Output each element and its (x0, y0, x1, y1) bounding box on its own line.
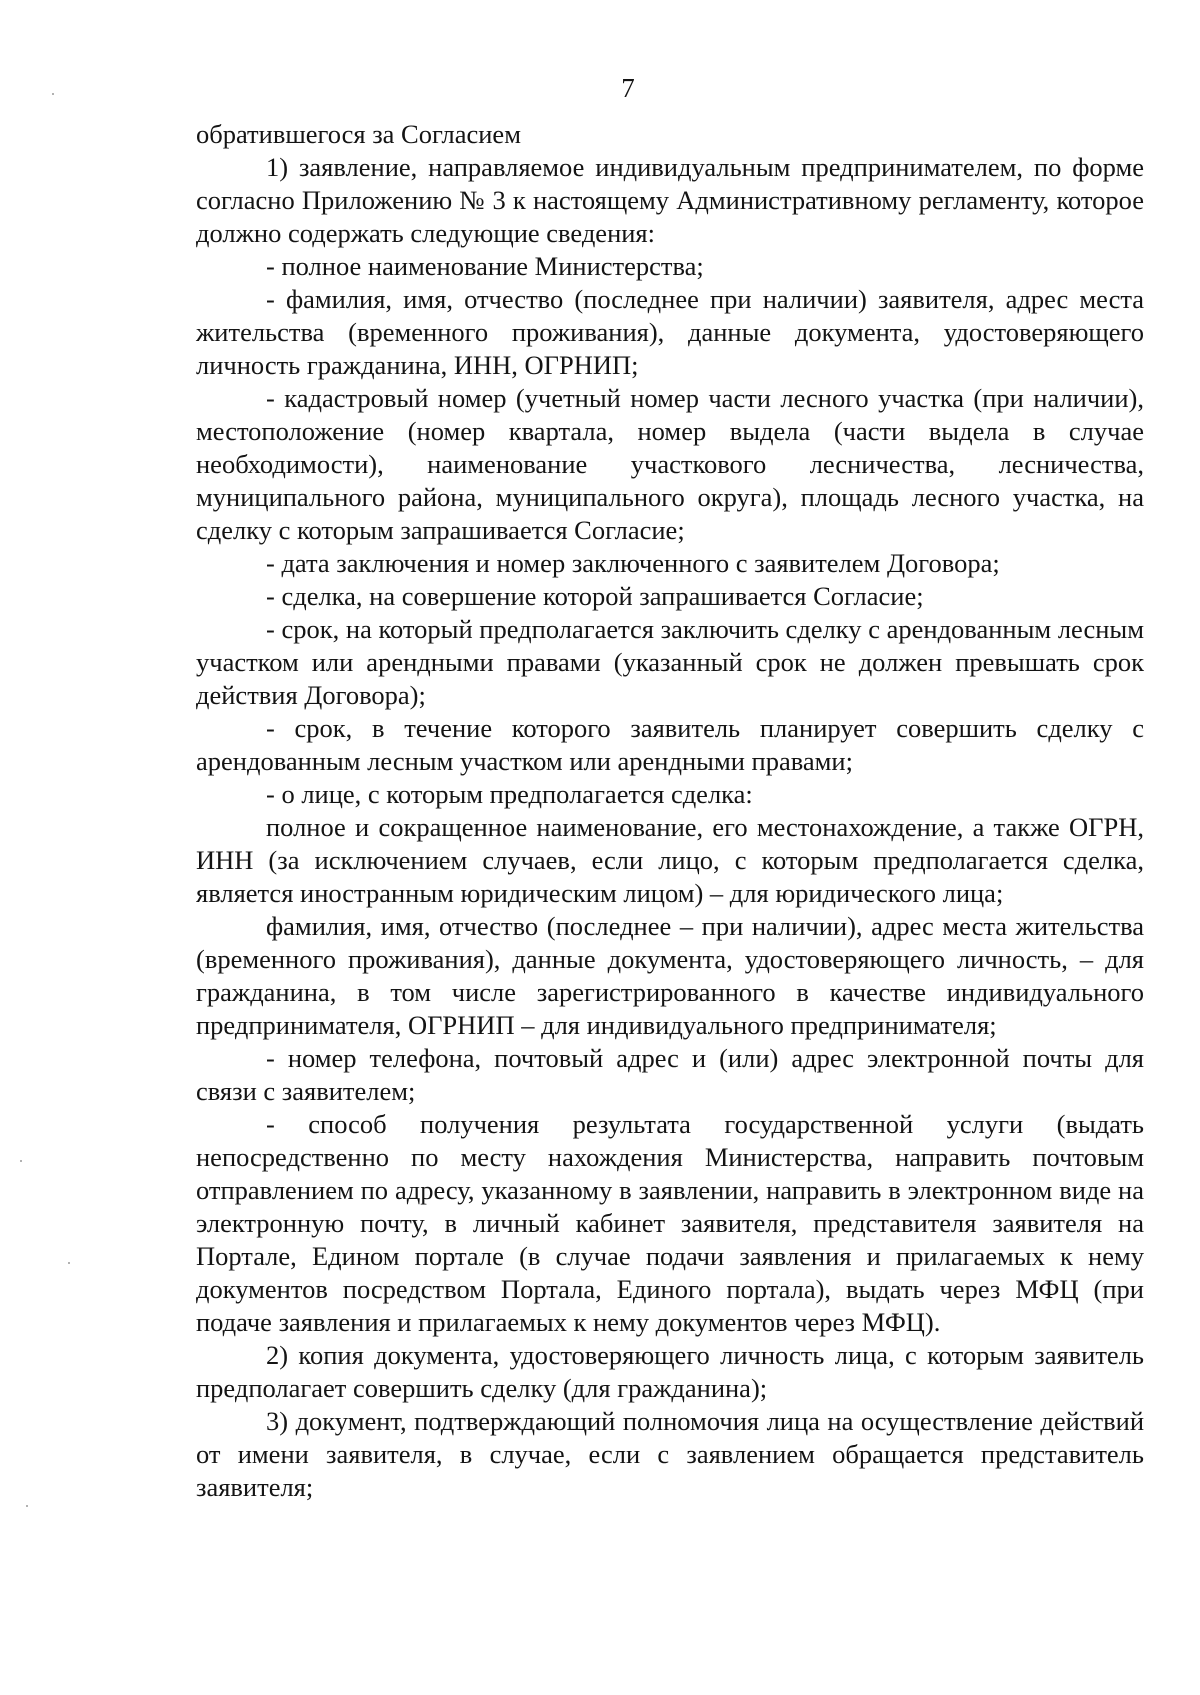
scan-speck (52, 93, 54, 95)
paragraph-counterparty: - о лице, с которым предполагается сделка: (266, 779, 753, 809)
paragraph-item-3-authority: 3) документ, подтверждающий полномочия лица на осуществление действий от имени заявителя, в случае, если с заявлением обращается представитель заявителя; (196, 1406, 1144, 1502)
paragraph-transaction-term: - срок, на который предполагается заключить сделку с арендованным лесным участком или арендными правами (указанный срок не должен превышать срок действия Договора); (196, 614, 1144, 710)
paragraph-contract-date: - дата заключения и номер заключенного с заявителем Договора; (266, 548, 1000, 578)
paragraph-transaction: - сделка, на совершение которой запрашивается Согласие; (266, 581, 924, 611)
paragraph-legal-entity: полное и сокращенное наименование, его местонахождение, а также ОГРН, ИНН (за исключением случаев, если лицо, с которым предполагается сделка, является иностранным юридическим лицом) – для юридического лица; (196, 812, 1144, 908)
paragraph-item-2-copy: 2) копия документа, удостоверяющего личность лица, с которым заявитель предполагает совершить сделку (для гражданина); (196, 1340, 1144, 1403)
paragraph-continuation: обратившегося за Согласием (196, 119, 521, 149)
paragraph-cadastral-number: - кадастровый номер (учетный номер части лесного участка (при наличии), местоположение (номер квартала, номер выдела (части выдела в случае необходимости), наименование участкового лесничества, лесничества, муниципального района, муниципального округа), площадь лесного участка, на сделку с которым запрашивается Согласие; (196, 383, 1144, 545)
paragraph-delivery-method: - способ получения результата государственной услуги (выдать непосредственно по месту нахождения Министерства, направить почтовым отправлением по адресу, указанному в заявлении, направить в электронном виде на электронную почту, в личный кабинет заявителя, представителя заявителя на Портале, Едином портале (в случае подачи заявления и прилагаемых к нему документов посредством Портала, Единого портала), выдать через МФЦ (при подаче заявления и прилагаемых к нему документов через МФЦ). (196, 1109, 1144, 1337)
paragraph-planned-period: - срок, в течение которого заявитель планирует совершить сделку с арендованным лесным участком или арендными правами; (196, 713, 1144, 776)
paragraph-contacts: - номер телефона, почтовый адрес и (или) адрес электронной почты для связи с заявителем; (196, 1043, 1144, 1106)
page-number: 7 (621, 73, 635, 103)
scan-speck (68, 1262, 70, 1264)
document-body (196, 118, 1144, 1504)
paragraph-ministry-name: - полное наименование Министерства; (266, 251, 704, 281)
paragraph-item-1-application: 1) заявление, направляемое индивидуальным предпринимателем, по форме согласно Приложению № 3 к настоящему Административному регламенту, которое должно содержать следующие сведения: (196, 152, 1144, 248)
paragraph-citizen: фамилия, имя, отчество (последнее – при наличии), адрес места жительства (временного проживания), данные документа, удостоверяющего личность, – для гражданина, в том числе зарегистрированного в качестве индивидуального предпринимателя, ОГРНИП – для индивидуального предпринимателя; (196, 911, 1144, 1040)
paragraph-applicant-identity: - фамилия, имя, отчество (последнее при наличии) заявителя, адрес места жительства (временного проживания), данные документа, удостоверяющего личность гражданина, ИНН, ОГРНИП; (196, 284, 1144, 380)
scan-speck (26, 1505, 28, 1507)
scan-speck (20, 1160, 22, 1162)
